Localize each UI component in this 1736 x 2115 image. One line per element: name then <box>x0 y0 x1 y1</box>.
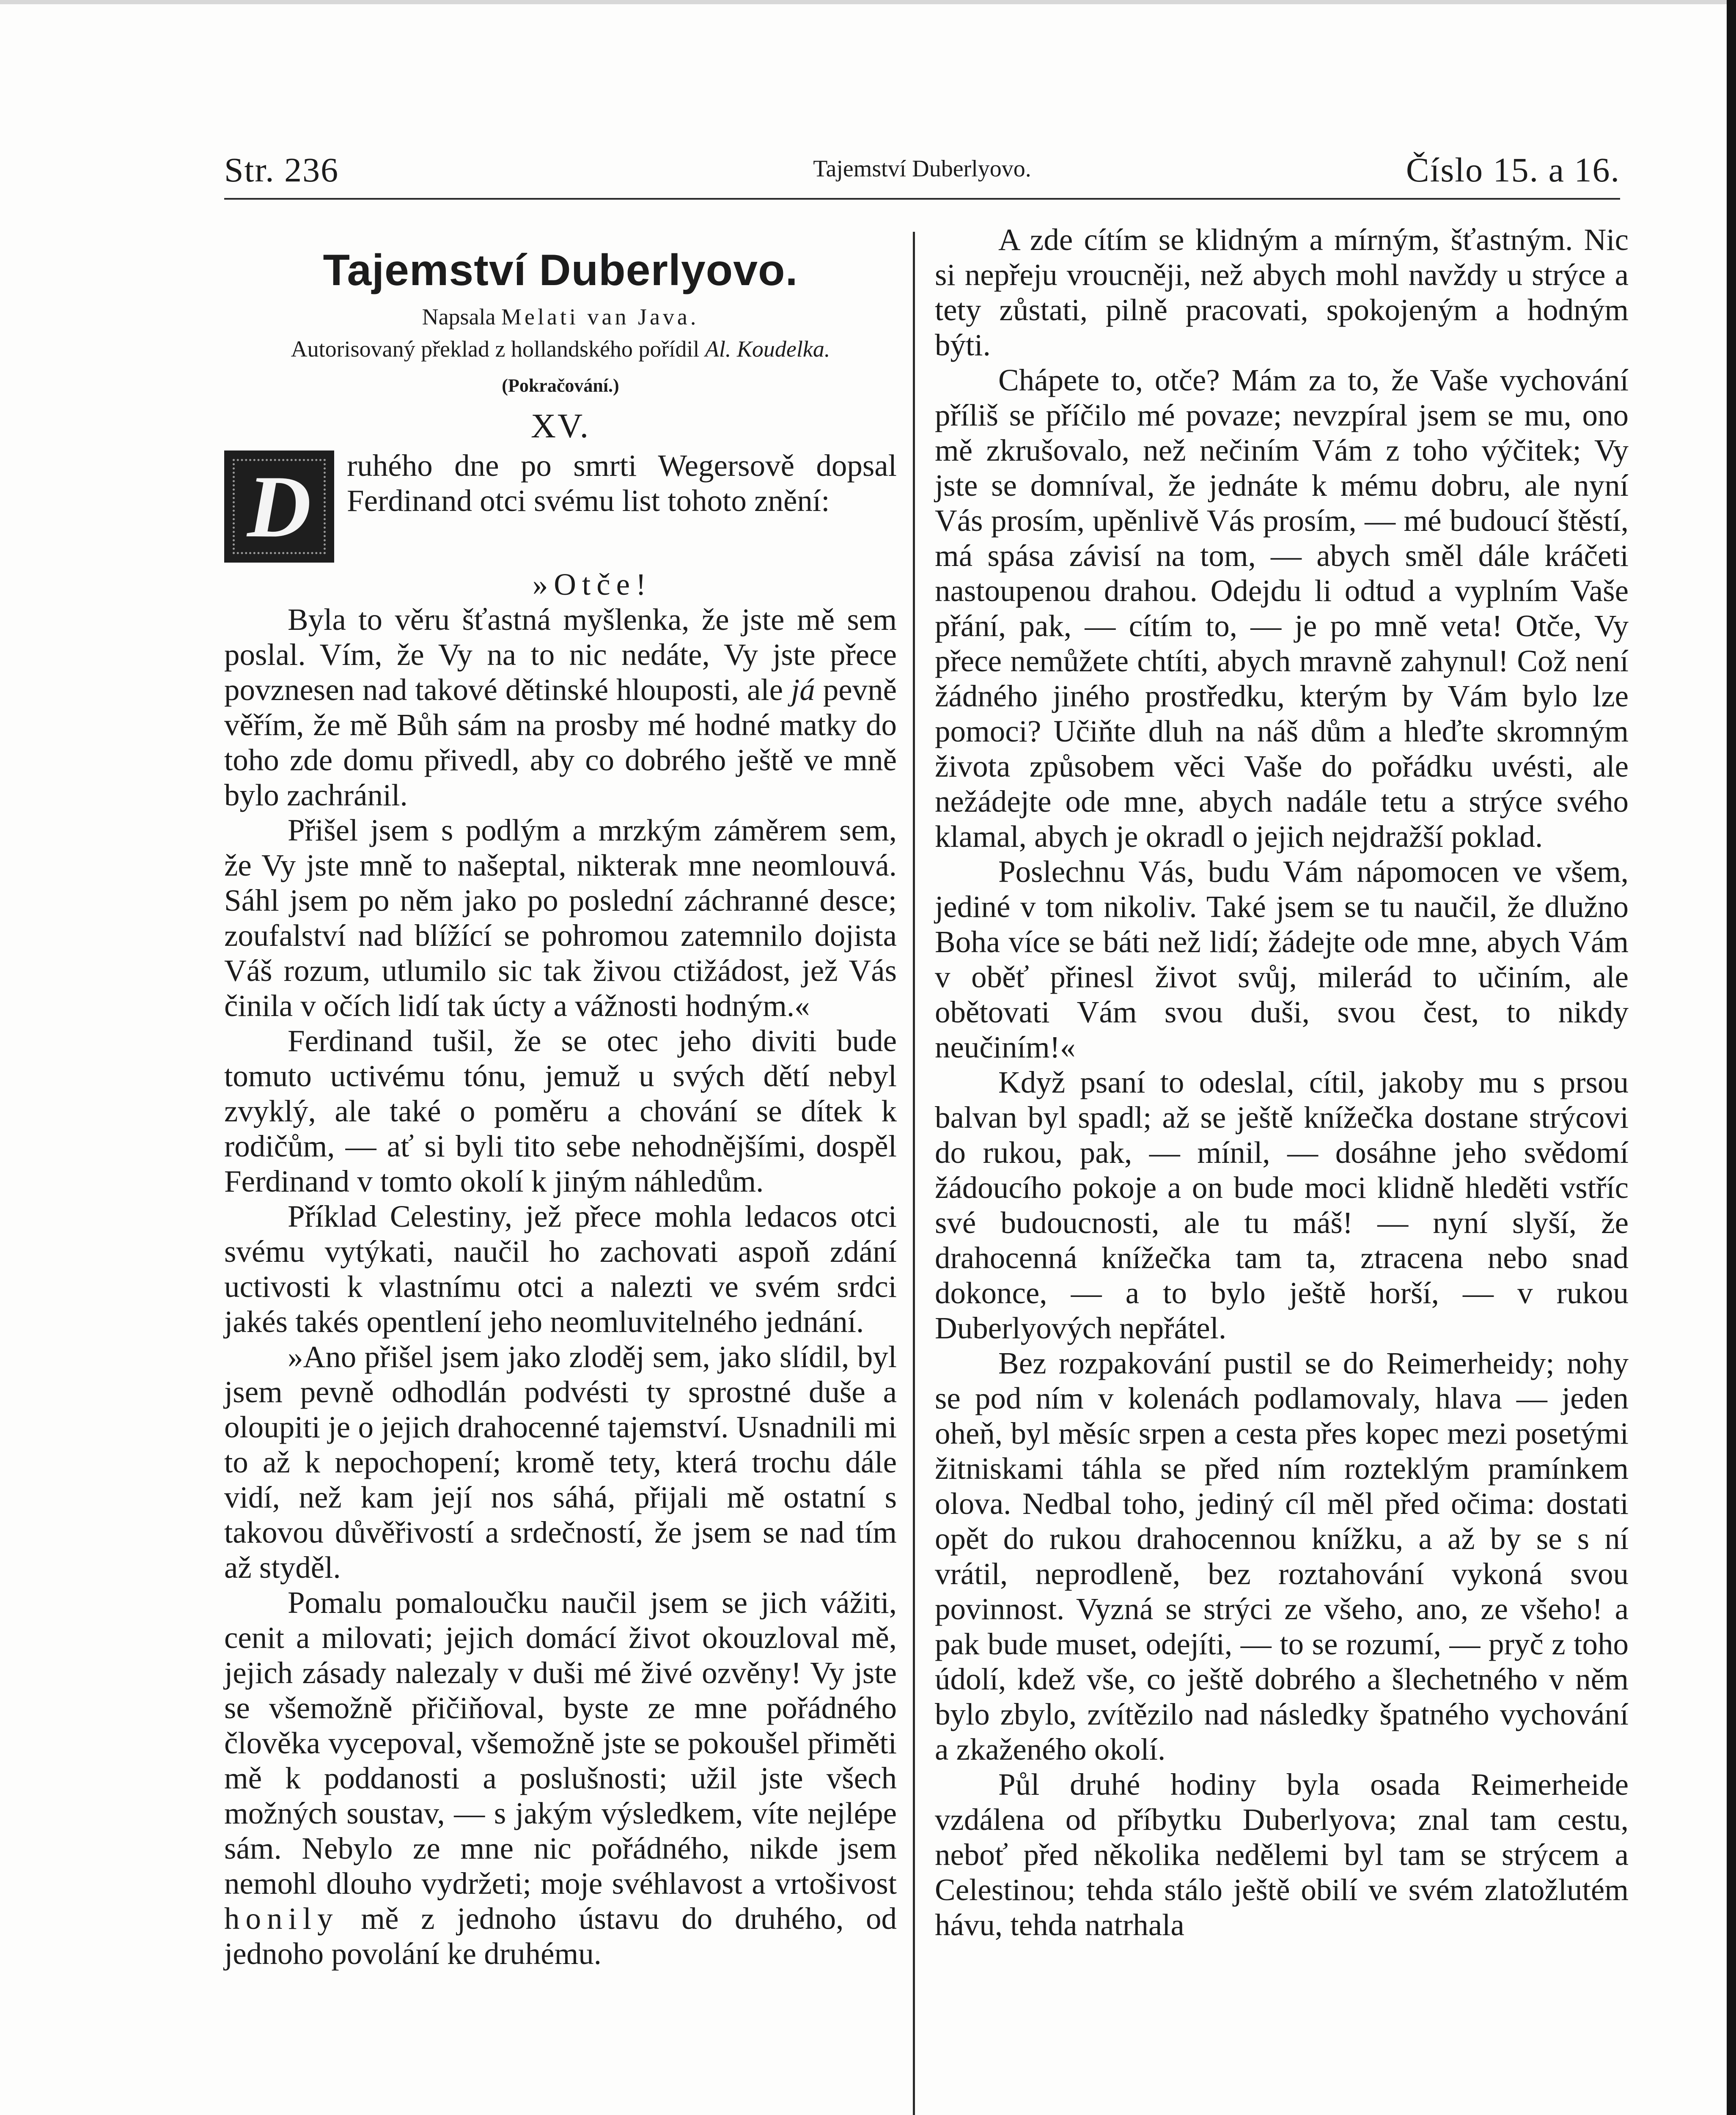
spaced-emphasis: honily <box>224 1901 339 1936</box>
paragraph: Bez rozpakování pustil se do Reimerheidy; nohy se pod ním v kolenách podlamovaly, hlava — jeden oheň, byl měsíc srpen a cesta přes kopec mezi posetými žitniskami táhla se před ním rozteklým pramínkem olova. Nedbal toho, jediný cíl měl před očima: dostati opět do rukou drahocennou knížku, a až by se s ní vrátil, neprodleně, bez roztahování vykoná svou povinnost. Vyzná se strýci ze všeho, ano, ze všeho! a pak bude muset, odejíti, — to se rozumí, — pryč z toho údolí, kdež vše, co ještě dobrého a šlechetného v něm bylo zbylo, zvítězilo nad následky špatného vychování a zkaženého okolí. <box>935 1346 1629 1766</box>
left-column <box>224 222 897 1971</box>
article-title: Tajemství Duberlyovo. <box>323 246 798 295</box>
letter-salutation: »Otče! <box>532 567 652 602</box>
paragraph: Příklad Celestiny, jež přece mohla ledacos otci svému vytýkati, naučil ho zachovati aspoň zdání uctivosti k vlastnímu otci a nalezti ve svém srdci jakés takés opentlení jeho neomluvitelného jednání. <box>224 1199 897 1339</box>
paragraph: Ferdinand tušil, že se otec jeho diviti bude tomuto uctivému tónu, jemuž u svých dětí nebyl zvyklý, ale také o poměru a chování se dítek k rodičům, — ať si byli tito sebe nehodnějšími, dospěl Ferdinand v tomto okolí k jiným náhledům. <box>224 1024 897 1198</box>
paragraph: Byla to věru šťastná myšlenka, že jste mě sem poslal. Vím, že Vy na to nic nedáte, Vy jste přece povznesen nad takové dětinské hlouposti, ale já pevně věřím, že mě Bůh sám na prosby mé hodné matky do toho zde domu přivedl, aby co dobrého ještě ve mně bylo zachránil. <box>224 602 897 812</box>
drop-cap-ornament <box>224 450 334 563</box>
running-title: Tajemství Duberlyovo. <box>813 156 1031 182</box>
paragraph: »Ano přišel jsem jako zloděj sem, jako slídil, byl jsem pevně odhodlán podvésti ty sprostné duše a oloupiti je o jejich drahocenné tajemství. Usnadnili mi to až k nepochopení; kromě tety, která trochu dále vidí, než kam její nos sáhá, přijali mě ostatní s takovou důvěřivostí a srdečností, že jsem se nad tím až styděl. <box>224 1340 897 1585</box>
issue-number: Číslo 15. a 16. <box>1406 151 1620 189</box>
scan-top-edge <box>0 0 1736 4</box>
column-divider <box>913 232 915 2115</box>
paragraph: Když psaní to odeslal, cítil, jakoby mu s prsou balvan byl spadl; až se ještě knížečka dostane strýcovi do rukou, pak, — mínil, — dosáhne jeho svědomí žádoucího pokoje a on bude moci klidně hleděti vstříc své budoucnosti, ale tu máš! — nyní slyší, že drahocenná knížečka tam ta, ztracena nebo snad dokonce, — a to bylo ještě horší, — v rukou Duberlyových nepřátel. <box>935 1065 1629 1345</box>
header-rule <box>224 198 1620 200</box>
translator-name: Al. Koudelka. <box>705 336 830 362</box>
paragraph-opening <box>224 448 897 556</box>
paragraph-text: ruhého dne po smrti Wegersově dopsal Ferdinand otci svému list tohoto znění: <box>347 448 897 518</box>
page-number: Str. 236 <box>224 151 339 189</box>
translator-prefix: Autorisovaný překlad z hollandského pořídil <box>291 336 705 362</box>
paragraph: Chápete to, otče? Mám za to, že Vaše vychování příliš se příčilo mé povaze; nevzpíral jsem se mu, ono mě zkrušovalo, než nečiním Vám z toho výčitek; Vy jste se domníval, že jednáte k mému dobru, ale nyní Vás prosím, upěnlivě Vás prosím, — mé budoucí štěstí, má spása závisí na tom, — abych směl dále kráčeti nastoupenou drahou. Odejdu li odtud a vyplním Vaše přání, pak, — cítím to, — je po mně veta! Otče, Vy přece nemůžete chtíti, abych mravně zahynul! Což není žádného jiného prostředku, kterým by Vám bylo lze pomoci? Učiňte dluh na náš dům a hleďte skromným života způsobem věci Vaše do pořádku uvésti, ale nežádejte ode mne, abych nadále tetu a strýce svého klamal, abych je okradl o jejich nejdražší poklad. <box>935 363 1629 854</box>
emphasis: já <box>791 673 815 707</box>
paragraph: Pomalu pomaloučku naučil jsem se jich vážiti, cenit a milovati; jejich domácí život okouzloval mě, jejich zásady nalezaly v duši mé živé ozvěny! Vy jste se všemožně přičiňoval, byste ze mne pořádného člověka vycepoval, všemožně jste se pokoušel přiměti mě k poddanosti a poslušnosti; užil jste všech možných soustav, — s jakým výsledkem, víte nejlépe sám. Nebylo ze mne nic pořádného, nikde jsem nemohl dlouho vydržeti; moje svéhlavost a vrtošivost honily mě z jednoho ústavu do druhého, od jednoho povolání ke druhému. <box>224 1585 897 1971</box>
author-name: Melati van Java. <box>501 304 699 330</box>
byline-prefix: Napsala <box>422 304 502 330</box>
right-column <box>935 222 1629 1942</box>
paragraph: Přišel jsem s podlým a mrzkým záměrem sem, že Vy jste mně to našeptal, nikterak mne neomlouvá. Sáhl jsem po něm jako po poslední záchranné desce; zoufalství nad blížící se pohromou zatemnilo dojista Váš rozum, utlumilo sic tak živou ctižádost, jež Vás činila v očích lidí tak úcty a vážnosti hodným.« <box>224 813 897 1023</box>
scan-right-edge <box>1727 0 1736 2115</box>
paragraph: A zde cítím se klidným a mírným, šťastným. Nic si nepřeju vroucněji, než abych mohl navždy u strýce a tety zůstati, pilně pracovati, spokojeným a hodným býti. <box>935 222 1629 362</box>
paragraph: Půl druhé hodiny byla osada Reimerheide vzdálena od příbytku Duberlyova; znal tam cestu, neboť před několika nedělemi byl tam se strýcem a Celestinou; tehda stálo ještě obilí ve svém zlatožlutém hávu, tehda natrhala <box>935 1767 1629 1942</box>
byline <box>224 301 897 333</box>
running-header <box>224 150 1620 197</box>
paragraph: Poslechnu Vás, budu Vám nápomocen ve všem, jediné v tom nikoliv. Také jsem se tu naučil, že dlužno Boha více se báti než lidí; žádejte ode mne, abych Vám v oběť přinesl život svůj, milerád to učiním, ale obětovati Vám svou duši, svou čest, to nikdy neučiním!« <box>935 854 1629 1064</box>
translator-line <box>224 333 897 365</box>
chapter-number: XV. <box>530 407 591 445</box>
drop-cap-letter: D <box>247 457 311 556</box>
continuation-note: (Pokračování.) <box>502 375 619 396</box>
